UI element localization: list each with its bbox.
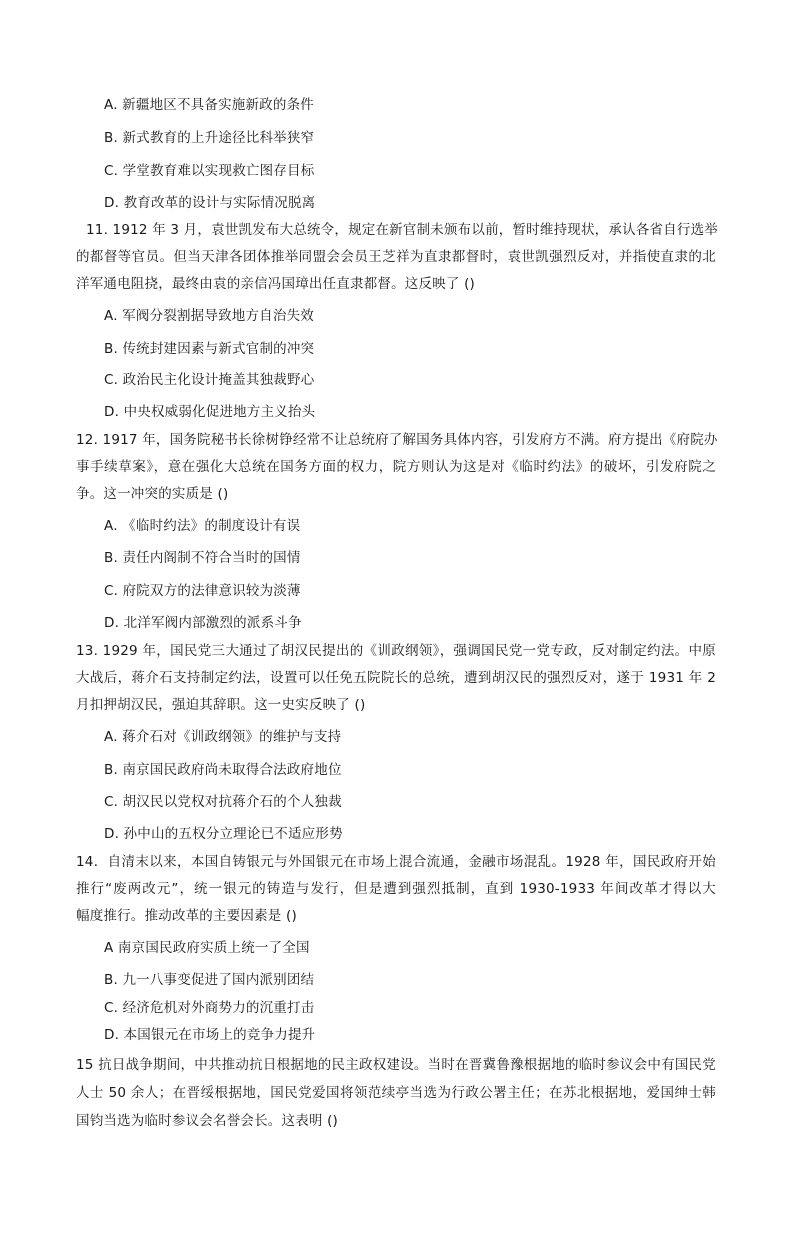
q13-stem-line-2: 大战后，蒋介石支持制定约法，设置可以任免五院院长的总统，遭到胡汉民的强烈反对，遂于 1931 年 2	[76, 670, 716, 686]
q12-option-b: B. 责任内阁制不符合当时的国情	[104, 550, 301, 566]
q15-stem-line-3: 国钧当选为临时参议会名誉会长。这表明 ()	[76, 1113, 339, 1129]
q14-stem-line-1: 14．自清末以来，本国自铸银元与外国银元在市场上混合流通，金融市场混乱。1928 年，国民政府开始	[76, 854, 716, 870]
q12-option-c: C. 府院双方的法律意识较为淡薄	[104, 583, 301, 599]
q12-stem-line-3: 争。这一冲突的实质是 ()	[76, 486, 229, 502]
q11-stem-line-1: 11. 1912 年 3 月，袁世凯发布大总统令，规定在新官制未颁布以前，暂时维持现状，承认各省自行选举	[86, 222, 718, 238]
q15-stem-line-2: 人士 50 余人；在晋绥根据地，国民党爱国将领范续亭当选为行政公署主任；在苏北根据地，爱国绅士韩	[76, 1085, 716, 1101]
q14-option-b: B. 九一八事变促进了国内派别团结	[104, 972, 315, 988]
q10-option-c: C. 学堂教育难以实现救亡图存目标	[104, 163, 315, 179]
q12-stem-line-1: 12. 1917 年，国务院秘书长徐树铮经常不让总统府了解国务具体内容，引发府方不满。府方提出《府院办	[76, 432, 718, 448]
q10-option-b: B. 新式教育的上升途径比科举狭窄	[104, 130, 315, 146]
q13-option-b: B. 南京国民政府尚未取得合法政府地位	[104, 762, 342, 778]
q12-option-d: D. 北洋军阀内部激烈的派系斗争	[104, 615, 302, 631]
q14-stem-line-2: 推行“废两改元”，统一银元的铸造与发行，但是遭到强烈抵制，直到 1930-1933 年间改革才得以大	[76, 881, 716, 897]
q14-option-a: A 南京国民政府实质上统一了全国	[104, 940, 310, 956]
q10-option-d: D. 教育改革的设计与实际情况脱离	[104, 195, 316, 211]
q14-option-c: C. 经济危机对外商势力的沉重打击	[104, 1000, 315, 1016]
q11-option-a: A. 军阀分裂割据导致地方自治失效	[104, 308, 314, 324]
q13-option-d: D. 孙中山的五权分立理论已不适应形势	[104, 826, 343, 842]
q12-option-a: A. 《临时约法》的制度设计有误	[104, 518, 301, 534]
q11-stem-line-2: 的都督等官员。但当天津各团体推举同盟会会员王芝祥为直隶都督时，袁世凯强烈反对，并指使直隶的北	[76, 249, 716, 265]
q11-stem-line-3: 洋军通电阻挠，最终由袁的亲信冯国璋出任直隶都督。这反映了 ()	[76, 276, 476, 292]
q12-stem-line-2: 事手续草案》，意在强化大总统在国务方面的权力，院方则认为这是对《临时约法》的破坏，引发府院之	[76, 459, 716, 475]
q11-option-c: C. 政治民主化设计掩盖其独裁野心	[104, 372, 315, 388]
q10-option-a: A. 新疆地区不具备实施新政的条件	[104, 97, 314, 113]
q11-option-b: B. 传统封建因素与新式官制的冲突	[104, 341, 315, 357]
q13-stem-line-3: 月扣押胡汉民，强迫其辞职。这一史实反映了 ()	[76, 697, 366, 713]
q13-stem-line-1: 13. 1929 年，国民党三大通过了胡汉民提出的《训政纲领》，强调国民党一党专政，反对制定约法。中原	[76, 643, 716, 659]
q13-option-c: C. 胡汉民以党权对抗蒋介石的个人独裁	[104, 794, 342, 810]
q11-option-d: D. 中央权威弱化促进地方主义抬头	[104, 404, 316, 420]
q14-stem-line-3: 幅度推行。推动改革的主要因素是 ()	[76, 908, 297, 924]
q13-option-a: A. 蒋介石对《训政纲领》的维护与支持	[104, 729, 342, 745]
q15-stem-line-1: 15 抗日战争期间，中共推动抗日根据地的民主政权建设。当时在晋冀鲁豫根据地的临时参议会中有国民党	[76, 1057, 716, 1073]
q14-option-d: D. 本国银元在市场上的竞争力提升	[104, 1027, 316, 1043]
